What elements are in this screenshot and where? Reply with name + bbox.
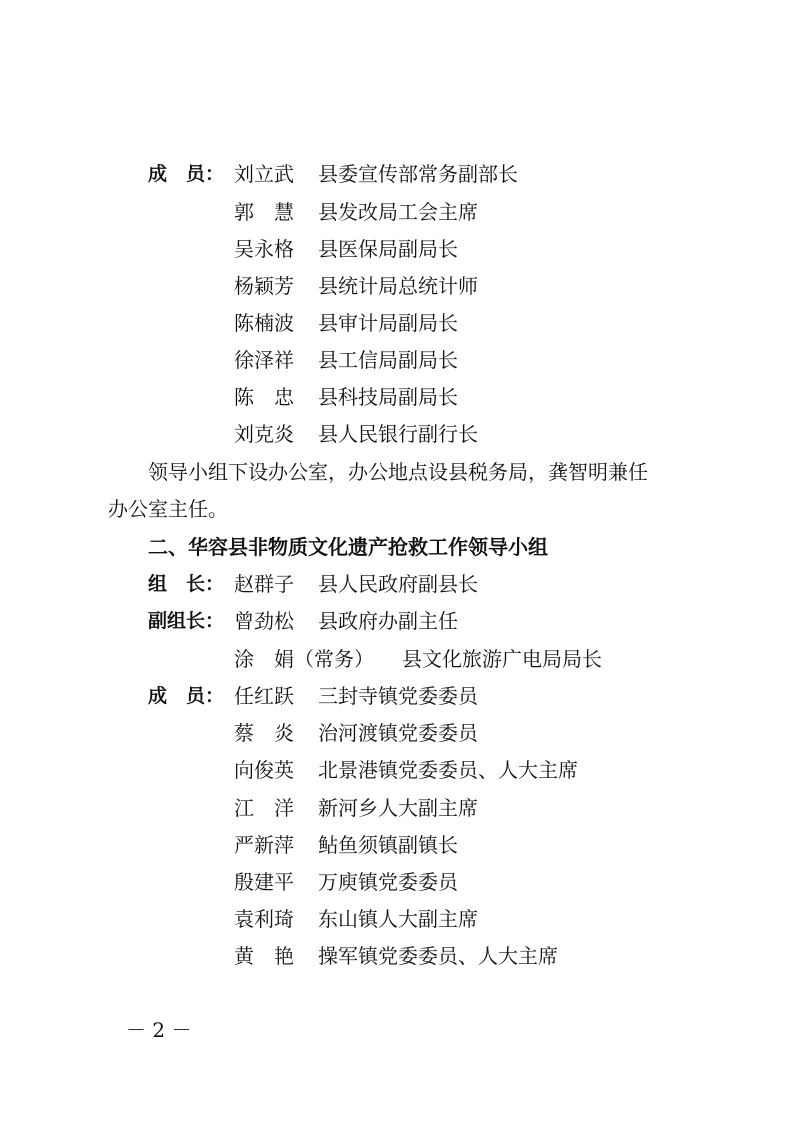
member-title: 县委宣传部常务副部长 — [318, 162, 518, 186]
member-name: 严新萍 — [234, 833, 294, 857]
member-title: 县统计局总统计师 — [318, 274, 478, 298]
member-name: 吴永格 — [234, 237, 294, 261]
member-name: 郭 慧 — [234, 200, 294, 224]
member-title: 操军镇党委委员、人大主席 — [318, 944, 558, 968]
member-name: 刘克炎 — [234, 422, 294, 446]
office-line: 办公室主任。 — [108, 497, 228, 521]
deputy-label: 副组长： — [148, 610, 225, 632]
members-label: 成 员： — [148, 685, 225, 707]
member-title: 治河渡镇党委委员 — [318, 721, 478, 745]
member-title: 北景港镇党委委员、人大主席 — [318, 758, 578, 782]
deputy-title: 县文化旅游广电局局长 — [402, 647, 602, 671]
leader-label: 组 长： — [148, 573, 225, 595]
member-title: 县人民银行副行长 — [318, 422, 478, 446]
deputy-title: 县政府办副主任 — [318, 609, 458, 633]
member-name: 陈楠波 — [234, 311, 294, 335]
member-name: 袁利琦 — [234, 907, 294, 931]
page-number: － 2 － — [126, 1018, 192, 1042]
member-name: 任红跃 — [234, 684, 294, 708]
member-title: 县科技局副局长 — [318, 385, 458, 409]
member-title: 县发改局工会主席 — [318, 200, 478, 224]
leader-name: 赵群子 — [234, 572, 294, 596]
deputy-name: 曾劲松 — [234, 609, 294, 633]
member-name: 向俊英 — [234, 758, 294, 782]
member-name: 殷建平 — [234, 870, 294, 894]
member-title: 县医保局副局长 — [318, 237, 458, 261]
member-title: 鲇鱼须镇副镇长 — [318, 833, 458, 857]
member-name: 江 洋 — [234, 796, 294, 820]
member-title: 三封寺镇党委委员 — [318, 684, 478, 708]
deputy-name: 涂 娟（常务） — [234, 647, 374, 671]
member-title: 东山镇人大副主席 — [318, 907, 478, 931]
members-label: 成 员： — [148, 163, 225, 185]
office-line: 领导小组下设办公室，办公地点设县税务局，龚智明兼任 — [148, 460, 648, 484]
member-name: 黄 艳 — [234, 944, 294, 968]
member-name: 杨颖芳 — [234, 274, 294, 298]
member-title: 万庾镇党委委员 — [318, 870, 458, 894]
member-title: 县审计局副局长 — [318, 311, 458, 335]
member-name: 刘立武 — [234, 162, 294, 186]
member-name: 蔡 炎 — [234, 721, 294, 745]
section-heading: 二、华容县非物质文化遗产抢救工作领导小组 — [148, 535, 548, 559]
member-name: 徐泽祥 — [234, 348, 294, 372]
member-name: 陈 忠 — [234, 385, 294, 409]
member-title: 新河乡人大副主席 — [318, 796, 478, 820]
leader-title: 县人民政府副县长 — [318, 572, 478, 596]
member-title: 县工信局副局长 — [318, 348, 458, 372]
